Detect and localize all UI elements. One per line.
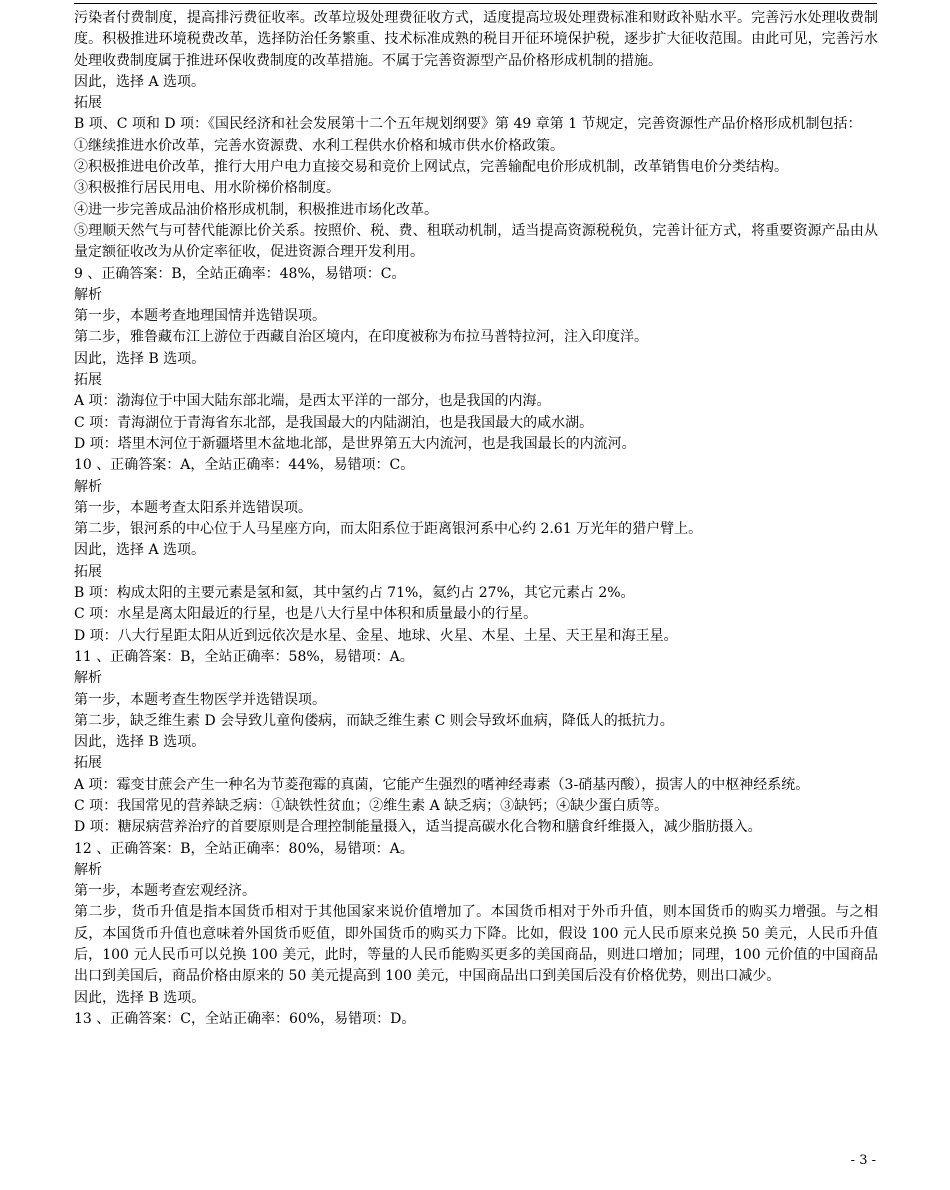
paragraph-5: ①继续推进水价改革，完善水资源费、水利工程供水价格和城市供水价格政策。 bbox=[74, 137, 564, 154]
header-rule bbox=[74, 3, 877, 4]
paragraph-36: D 项：糖尿病营养治疗的首要原则是合理控制能量摄入，适当提高碳水化合物和膳食纤维摄入，减少脂肪摄入。 bbox=[74, 819, 762, 836]
paragraph-30: 第一步，本题考查生物医学并选错误项。 bbox=[74, 691, 326, 708]
paragraph-39: 第一步，本题考查宏观经济。 bbox=[74, 883, 256, 900]
paragraph-37: 12 、正确答案：B，全站正确率：80%，易错项：A。 bbox=[74, 840, 414, 857]
paragraph-2: 因此，选择 A 选项。 bbox=[74, 73, 206, 90]
paragraph-27: D 项：八大行星距太阳从近到远依次是水星、金星、地球、火星、木星、土星、天王星和海王星。 bbox=[74, 627, 678, 644]
paragraph-9: ⑤理顺天然气与可替代能源比价关系。按照价、税、费、租联动机制，适当提高资源税税负，完善计征方式，将重要资源产品由从量定额征收改为从价定率征收，促进资源合理开发利用。 bbox=[74, 222, 878, 261]
document-body bbox=[74, 8, 878, 1030]
paragraph-15: 拓展 bbox=[74, 372, 102, 389]
paragraph-3: 拓展 bbox=[74, 95, 102, 112]
paragraph-6: ②积极推进电价改革，推行大用户电力直接交易和竞价上网试点，完善输配电价形成机制，改革销售电价分类结构。 bbox=[74, 159, 788, 176]
paragraph-18: D 项：塔里木河位于新疆塔里木盆地北部，是世界第五大内流河，也是我国最长的内流河。 bbox=[74, 435, 636, 452]
paragraph-21: 第一步，本题考查太阳系并选错误项。 bbox=[74, 499, 312, 516]
paragraph-7: ③积极推行居民用电、用水阶梯价格制度。 bbox=[74, 180, 340, 197]
paragraph-8: ④进一步完善成品油价格形成机制，积极推进市场化改革。 bbox=[74, 201, 438, 218]
paragraph-1: 污染者付费制度，提高排污费征收率。改革垃圾处理费征收方式，适度提高垃圾处理费标准和财政补贴水平。完善污水处理收费制度。积极推进环境税费改革，选择防治任务繁重、技术标准成熟的税目开征环境保护税，逐步扩大征收范围。由此可见，完善污水处理收费制度属于推进环保收费制度的改革措施。不属于完善资源型产品价格形成机制的措施。 bbox=[74, 10, 878, 69]
paragraph-42: 13 、正确答案：C，全站正确率：60%，易错项：D。 bbox=[74, 1010, 416, 1027]
paragraph-13: 第二步，雅鲁藏布江上游位于西藏自治区境内，在印度被称为布拉马普特拉河，注入印度洋。 bbox=[74, 329, 648, 346]
paragraph-14: 因此，选择 B 选项。 bbox=[74, 350, 206, 367]
paragraph-40: 第二步，货币升值是指本国货币相对于其他国家来说价值增加了。本国货币相对于外币升值，则本国货币的购买力增强。与之相反，本国货币升值也意味着外国货币贬值，即外国货币的购买力下降。比如，假设 100 元人民币原来兑换 50 美元，人民币升值后，100 元人民币可以兑换 100 美元，此时，等量的人民币能购买更多的美国商品，则进口增加；同理，100 元价值的中国商品出口到美国后，商品价格由原来的 50 美元提高到 100 美元，中国商品出口到美国后没有价格优势，则出口减少。 bbox=[74, 904, 878, 985]
paragraph-32: 因此，选择 B 选项。 bbox=[74, 734, 206, 751]
paragraph-22: 第二步，银河系的中心位于人马星座方向，而太阳系位于距离银河系中心约 2.61 万光年的猎户臂上。 bbox=[74, 521, 703, 538]
paragraph-35: C 项：我国常见的营养缺乏病：①缺铁性贫血；②维生素 A 缺乏病；③缺钙；④缺少蛋白质等。 bbox=[74, 797, 669, 814]
paragraph-11: 解析 bbox=[74, 286, 102, 303]
paragraph-38: 解析 bbox=[74, 861, 102, 878]
page-number: - 3 - bbox=[850, 1153, 876, 1168]
paragraph-24: 拓展 bbox=[74, 563, 102, 580]
paragraph-29: 解析 bbox=[74, 670, 102, 687]
paragraph-34: A 项：霉变甘蔗会产生一种名为节菱孢霉的真菌，它能产生强烈的嗜神经毒素（3-硝基丙酸），损害人的中枢神经系统。 bbox=[74, 776, 810, 793]
paragraph-16: A 项：渤海位于中国大陆东部北端，是西太平洋的一部分，也是我国的内海。 bbox=[74, 393, 551, 410]
paragraph-33: 拓展 bbox=[74, 755, 102, 772]
paragraph-41: 因此，选择 B 选项。 bbox=[74, 989, 206, 1006]
paragraph-28: 11 、正确答案：B，全站正确率：58%，易错项：A。 bbox=[74, 648, 414, 665]
paragraph-25: B 项：构成太阳的主要元素是氢和氦，其中氢约占 71%，氦约占 27%，其它元素占 2%。 bbox=[74, 585, 635, 602]
paragraph-17: C 项：青海湖位于青海省东北部，是我国最大的内陆湖泊，也是我国最大的咸水湖。 bbox=[74, 414, 594, 431]
paragraph-20: 解析 bbox=[74, 478, 102, 495]
paragraph-10: 9 、正确答案：B，全站正确率：48%，易错项：C。 bbox=[74, 265, 406, 282]
paragraph-4: B 项、C 项和 D 项：《国民经济和社会发展第十二个五年规划纲要》第 49 章第 1 节规定，完善资源性产品价格形成机制包括： bbox=[74, 116, 862, 133]
paragraph-12: 第一步，本题考查地理国情并选错误项。 bbox=[74, 308, 326, 325]
paragraph-19: 10 、正确答案：A，全站正确率：44%，易错项：C。 bbox=[74, 457, 415, 474]
paragraph-31: 第二步，缺乏维生素 D 会导致儿童佝偻病，而缺乏维生素 C 则会导致坏血病，降低人的抵抗力。 bbox=[74, 712, 674, 729]
paragraph-23: 因此，选择 A 选项。 bbox=[74, 542, 206, 559]
paragraph-26: C 项：水星是离太阳最近的行星，也是八大行星中体积和质量最小的行星。 bbox=[74, 606, 538, 623]
